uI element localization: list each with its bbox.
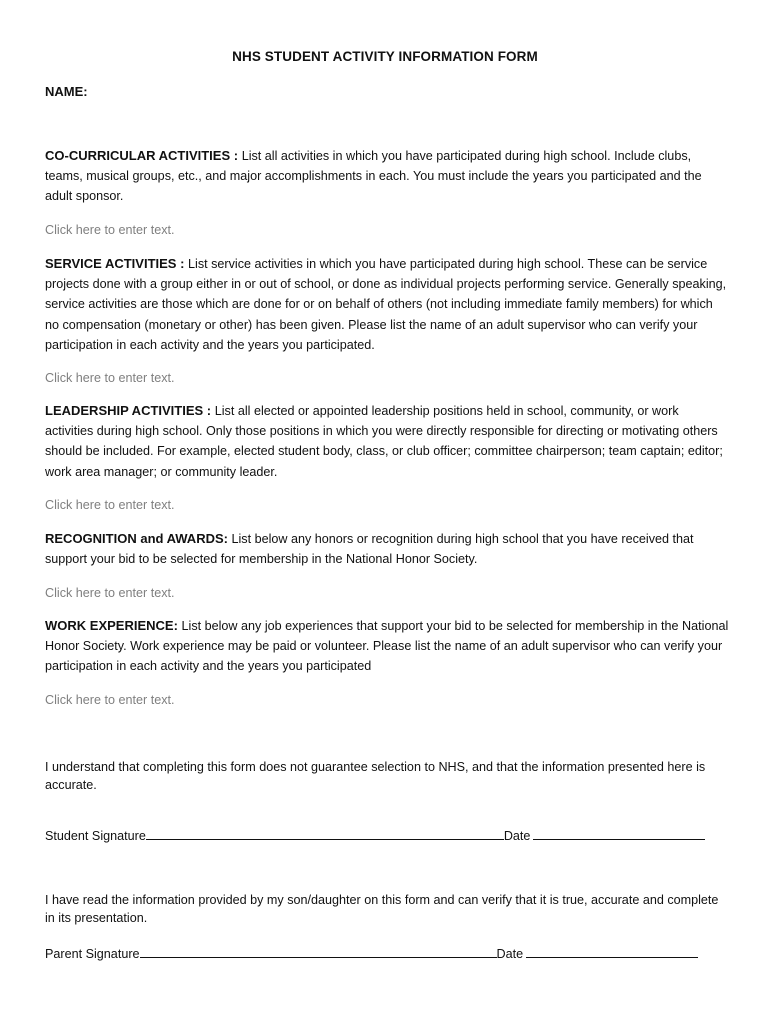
work-experience-entry-field[interactable]: Click here to enter text. <box>45 693 175 707</box>
parent-date-line[interactable] <box>526 944 698 958</box>
service-instructions <box>45 254 730 355</box>
co-curricular-instructions <box>45 146 730 207</box>
form-title: NHS STUDENT ACTIVITY INFORMATION FORM <box>232 49 538 64</box>
co-curricular-heading: CO-CURRICULAR ACTIVITIES : <box>45 148 242 163</box>
recognition-text: List below any honors or recognition during high school that you have received that support your bid to be selected for membership in the National Honor Society. <box>45 532 694 567</box>
work-experience-text: List below any job experiences that support your bid to be selected for membership in the National Honor Society. Work experience may be paid or volunteer. Please list the name of an adult supervisor who can verify your participation in each activity and the years you participated <box>45 619 729 674</box>
service-heading: SERVICE ACTIVITIES : <box>45 256 189 271</box>
parent-signature-row <box>45 944 730 961</box>
student-signature-label: Student Signature <box>45 829 146 843</box>
leadership-entry-field[interactable]: Click here to enter text. <box>45 498 175 512</box>
recognition-heading: RECOGNITION and AWARDS: <box>45 531 228 546</box>
parent-signature-line[interactable] <box>140 944 497 958</box>
work-experience-instructions <box>45 616 730 677</box>
student-date-label: Date <box>503 829 531 843</box>
co-curricular-entry-field[interactable]: Click here to enter text. <box>45 223 175 237</box>
student-statement: I understand that completing this form does not guarantee selection to NHS, and that the information presented here is accurate. <box>45 760 706 792</box>
service-text: List service activities in which you have participated during high school. These can be service projects done with a group either in or out of school, or done as individual projects performing service. Generally speaking, service activities are those which are done for or on behalf of others (not including immediate family members) for which no compensation (monetary or other) has been given. Please list the name of an adult supervisor who can verify your participation in each activity and the years you participated. <box>45 257 727 352</box>
student-signature-line[interactable] <box>146 826 504 840</box>
student-signature-row <box>45 826 730 843</box>
service-entry-field[interactable]: Click here to enter text. <box>45 371 175 385</box>
parent-signature-label: Parent Signature <box>45 947 140 961</box>
student-date-line[interactable] <box>533 826 705 840</box>
work-experience-heading: WORK EXPERIENCE: <box>45 618 182 633</box>
recognition-instructions <box>45 529 730 569</box>
parent-statement: I have read the information provided by my son/daughter on this form and can verify that it is true, accurate and complete in its presentation. <box>45 893 719 925</box>
leadership-text: List all elected or appointed leadership positions held in school, community, or work activities during high school. Only those positions in which you were directly responsible for directing or motivating others should be included. For example, elected student body, class, or club officer; committee chairperson; team captain; editor; work area manager; or community leader. <box>45 404 723 479</box>
recognition-entry-field[interactable]: Click here to enter text. <box>45 586 175 600</box>
parent-date-label: Date <box>496 947 524 961</box>
leadership-instructions <box>45 401 730 482</box>
co-curricular-text: List all activities in which you have participated during high school. Include clubs, teams, musical groups, etc., and major accomplishments in each. You must include the years you participated and the adult sponsor. <box>45 149 702 204</box>
leadership-heading: LEADERSHIP ACTIVITIES : <box>45 403 215 418</box>
name-label: NAME: <box>45 84 88 99</box>
